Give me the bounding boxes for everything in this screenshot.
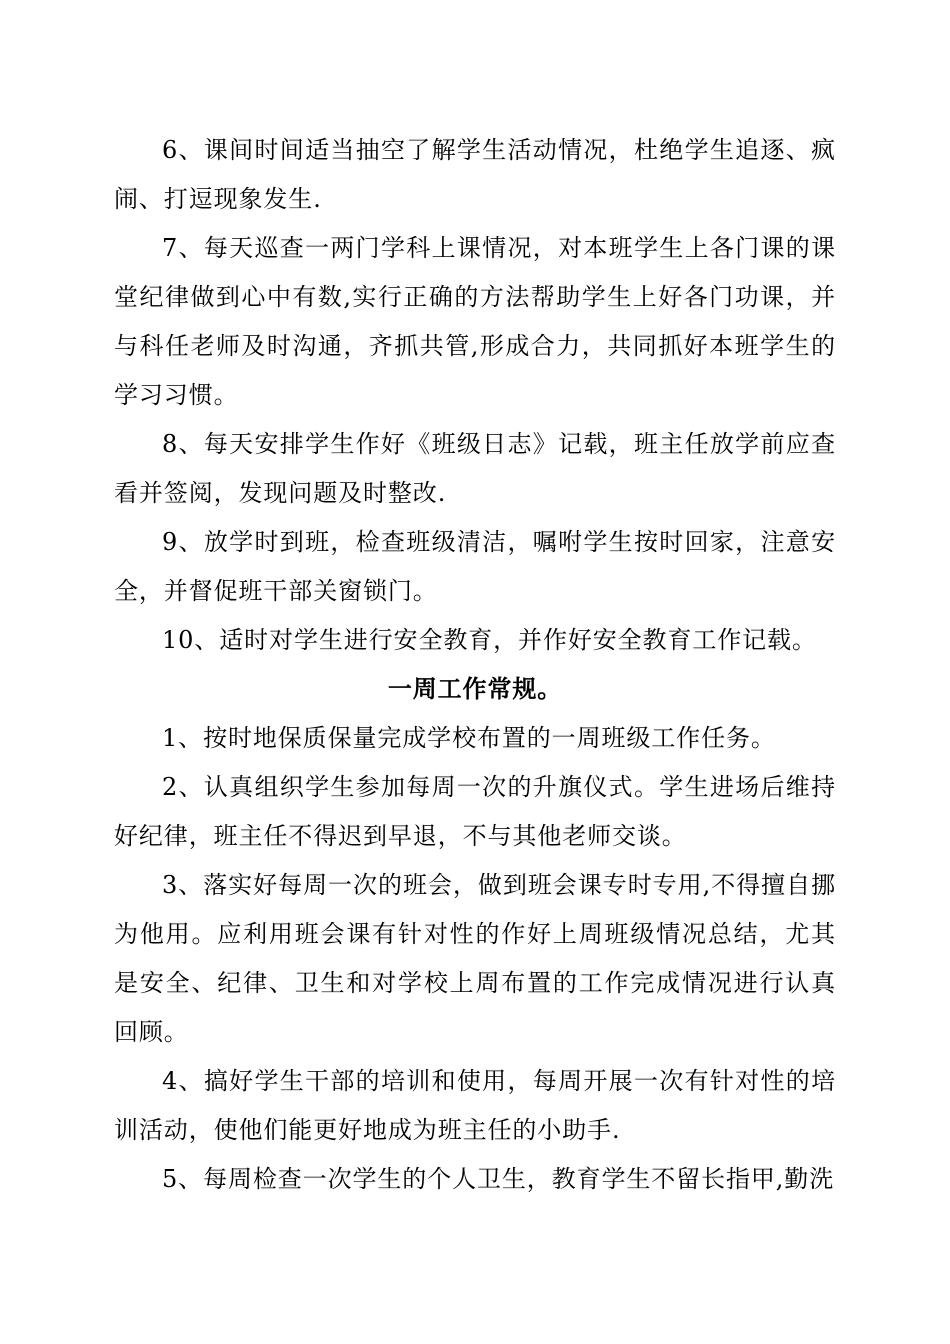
weekly-item-4: 4、搞好学生干部的培训和使用，每周开展一次有针对性的培训活动，使他们能更好地成为班主任的小助手. [114,1067,836,1144]
paragraph-item-9: 9、放学时到班，检查班级清洁，嘱咐学生按时回家，注意安全，并督促班干部关窗锁门。 [114,528,836,605]
document-body [114,126,836,1204]
paragraph-item-6: 6、课间时间适当抽空了解学生活动情况，杜绝学生追逐、疯闹、打逗现象发生. [114,136,836,213]
weekly-item-2: 2、认真组织学生参加每周一次的升旗仪式。学生进场后维持好纪律，班主任不得迟到早退，不与其他老师交谈。 [114,773,836,850]
paragraph-item-10: 10、适时对学生进行安全教育，并作好安全教育工作记载。 [162,626,817,654]
weekly-item-3: 3、落实好每周一次的班会，做到班会课专时专用,不得擅自挪为他用。应利用班会课有针对性的作好上周班级情况总结，尤其是安全、纪律、卫生和对学校上周布置的工作完成情况进行认真回顾。 [114,871,836,1046]
weekly-item-1: 1、按时地保质保量完成学校布置的一周班级工作任务。 [162,724,776,752]
section-heading: 一周工作常规。 [387,675,563,703]
paragraph-item-8: 8、每天安排学生作好《班级日志》记载，班主任放学前应查看并签阅，发现问题及时整改. [114,430,836,507]
paragraph-item-7: 7、每天巡查一两门学科上课情况，对本班学生上各门课的课堂纪律做到心中有数,实行正确的方法帮助学生上好各门功课，并与科任老师及时沟通，齐抓共管,形成合力，共同抓好本班学生的学习习惯。 [114,234,836,409]
weekly-item-5: 5、每周检查一次学生的个人卫生，教育学生不留长指甲,勤洗 [162,1165,835,1193]
